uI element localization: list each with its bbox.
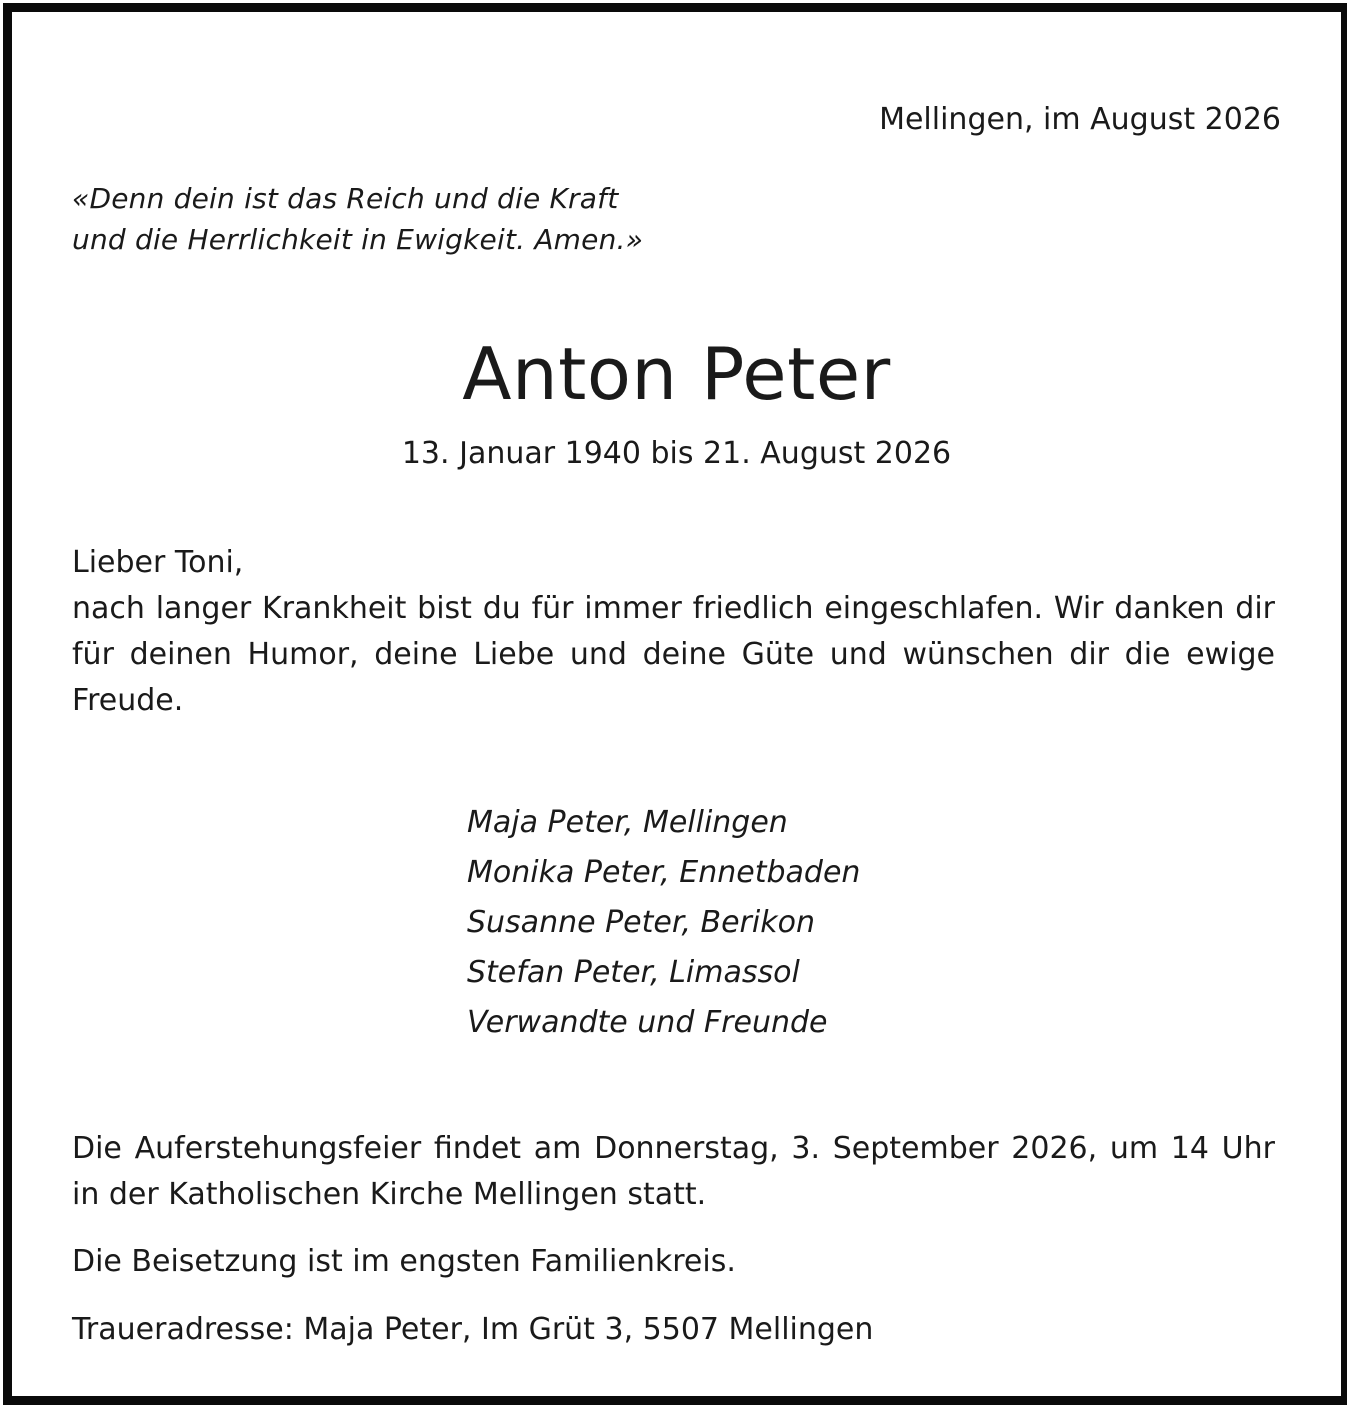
bible-quote: [72, 178, 643, 260]
deceased-name: Anton Peter: [462, 332, 891, 416]
ceremony-line-2: in der Katholischen Kirche Mellingen statt.: [72, 1177, 707, 1212]
place-and-date: Mellingen, im August 2026: [879, 102, 1281, 137]
mourners-list: [467, 798, 860, 1048]
farewell-message: [72, 540, 1275, 724]
mourner-item: Susanne Peter, Berikon: [467, 905, 815, 940]
burial-notice: Die Beisetzung ist im engsten Familienkreis.: [72, 1244, 736, 1279]
message-line-3: Freude.: [72, 683, 184, 718]
mourning-address: Traueradresse: Maja Peter, Im Grüt 3, 5507 Mellingen: [72, 1312, 874, 1347]
life-dates: 13. Januar 1940 bis 21. August 2026: [401, 436, 952, 471]
message-salutation: Lieber Toni,: [72, 545, 244, 580]
mourner-item: Maja Peter, Mellingen: [467, 805, 788, 840]
message-line-2: für deinen Humor, deine Liebe und deine Güte und wünschen dir die ewige: [72, 637, 1275, 672]
ceremony-notice: [72, 1126, 1275, 1218]
ceremony-line-1: Die Auferstehungsfeier findet am Donnerstag, 3. September 2026, um 14 Uhr: [72, 1131, 1275, 1166]
obituary-frame: [3, 3, 1347, 1405]
message-line-1: nach langer Krankheit bist du für immer friedlich eingeschlafen. Wir danken dir: [72, 591, 1275, 626]
quote-line-1: «Denn dein ist das Reich und die Kraft: [72, 182, 619, 215]
mourner-item: Verwandte und Freunde: [467, 1005, 828, 1040]
quote-line-2: und die Herrlichkeit in Ewigkeit. Amen.»: [72, 223, 644, 256]
mourner-item: Stefan Peter, Limassol: [467, 955, 800, 990]
mourner-item: Monika Peter, Ennetbaden: [467, 855, 861, 890]
